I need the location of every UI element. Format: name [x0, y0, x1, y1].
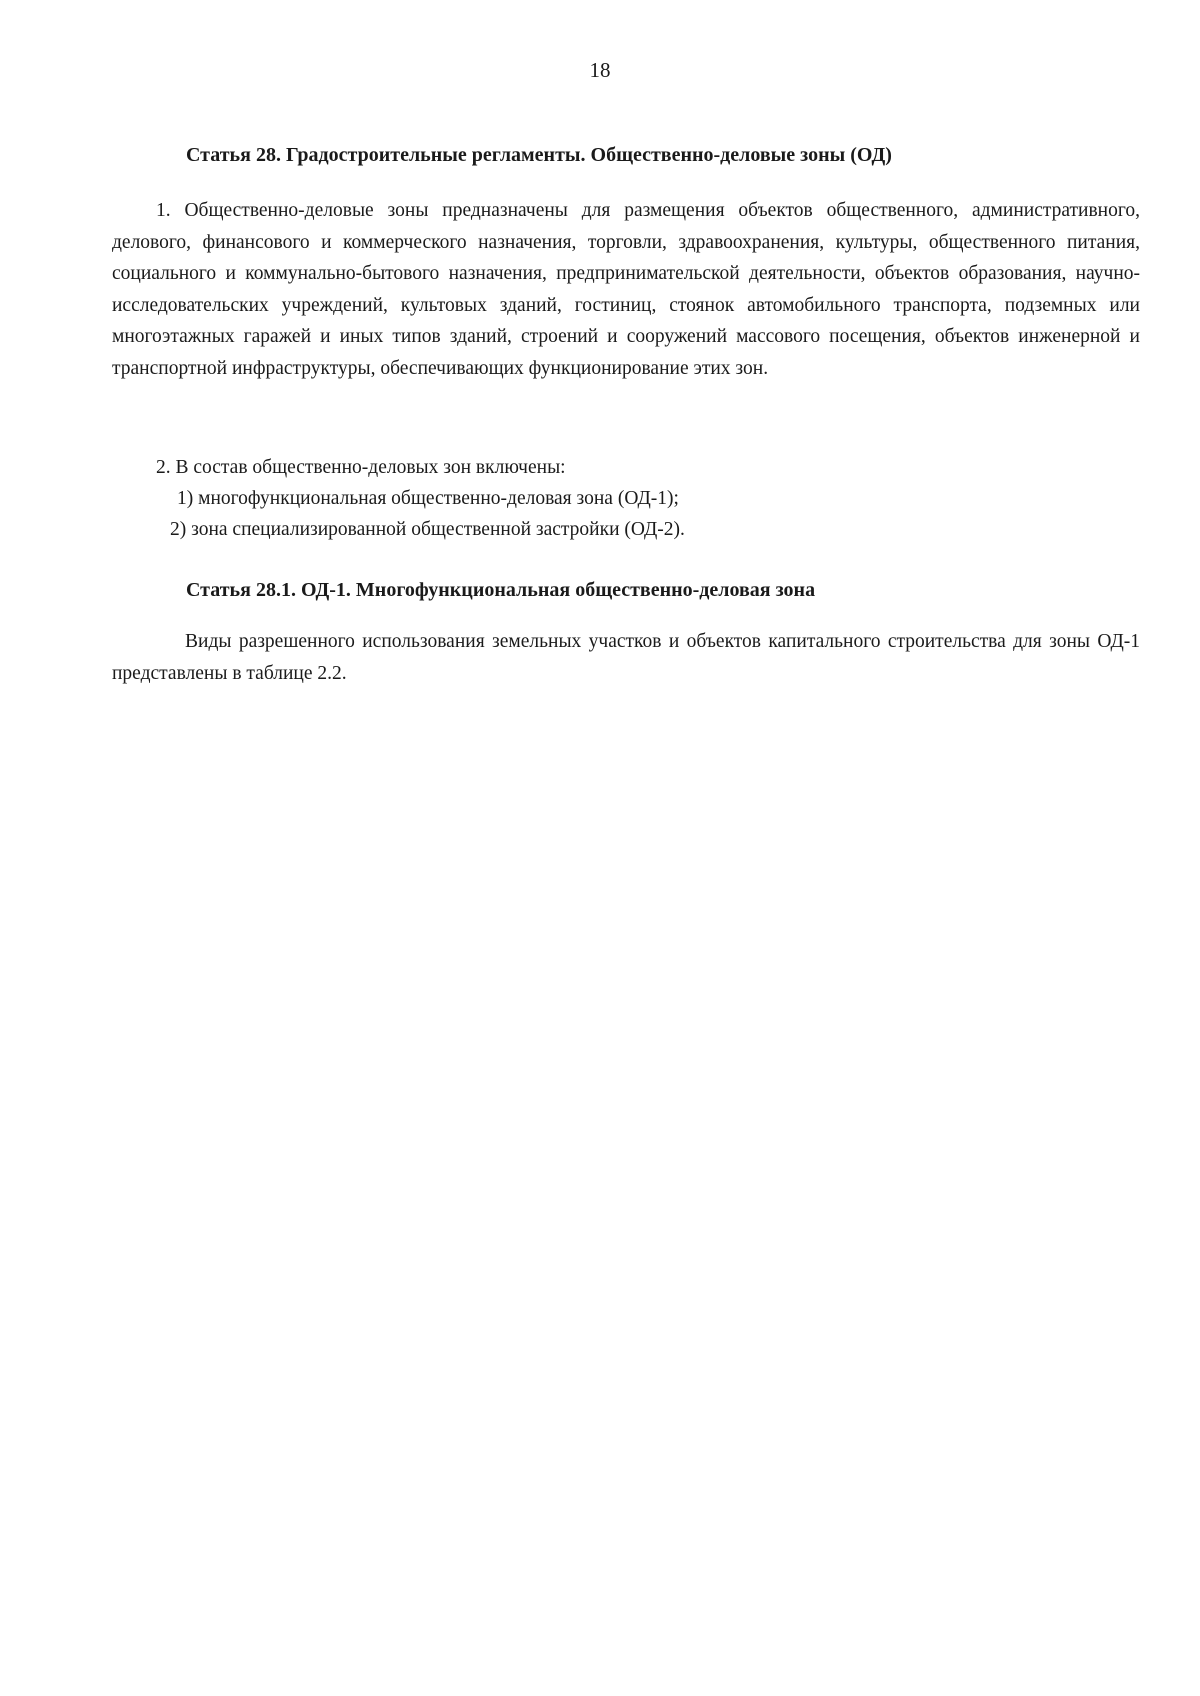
article-28-1-paragraph: Виды разрешенного использования земельных участков и объектов капитального строительства для зоны ОД-1 представлены в таблице 2.2. — [112, 631, 1140, 684]
article-28-1-heading: Статья 28.1. ОД-1. Многофункциональная общественно-деловая зона — [186, 579, 816, 601]
zone-list-item-od2: 2) зона специализированной общественной застройки (ОД-2). — [170, 519, 685, 540]
article-28-paragraph-1: 1. Общественно-деловые зоны предназначены для размещения объектов общественного, административного, делового, финансового и коммерческого назначения, торговли, здравоохранения, культуры, общественного питания, социального и коммунально-бытового назначения, предпринимательской деятельности, объектов образования, научно-исследовательских учреждений, культовых зданий, гостиниц, стоянок автомобильного транспорта, подземных или многоэтажных гаражей и иных типов зданий, строений и сооружений массового посещения, объектов инженерной и транспортной инфраструктуры, обеспечивающих функционирование этих зон. — [112, 200, 1140, 379]
article-28-paragraph-2: 2. В состав общественно-деловых зон включены: — [156, 457, 566, 478]
page-number: 18 — [589, 58, 611, 82]
article-28-heading: Статья 28. Градостроительные регламенты. Общественно-деловые зоны (ОД) — [186, 144, 892, 166]
zone-list-item-od1: 1) многофункциональная общественно-деловая зона (ОД-1); — [177, 488, 679, 509]
